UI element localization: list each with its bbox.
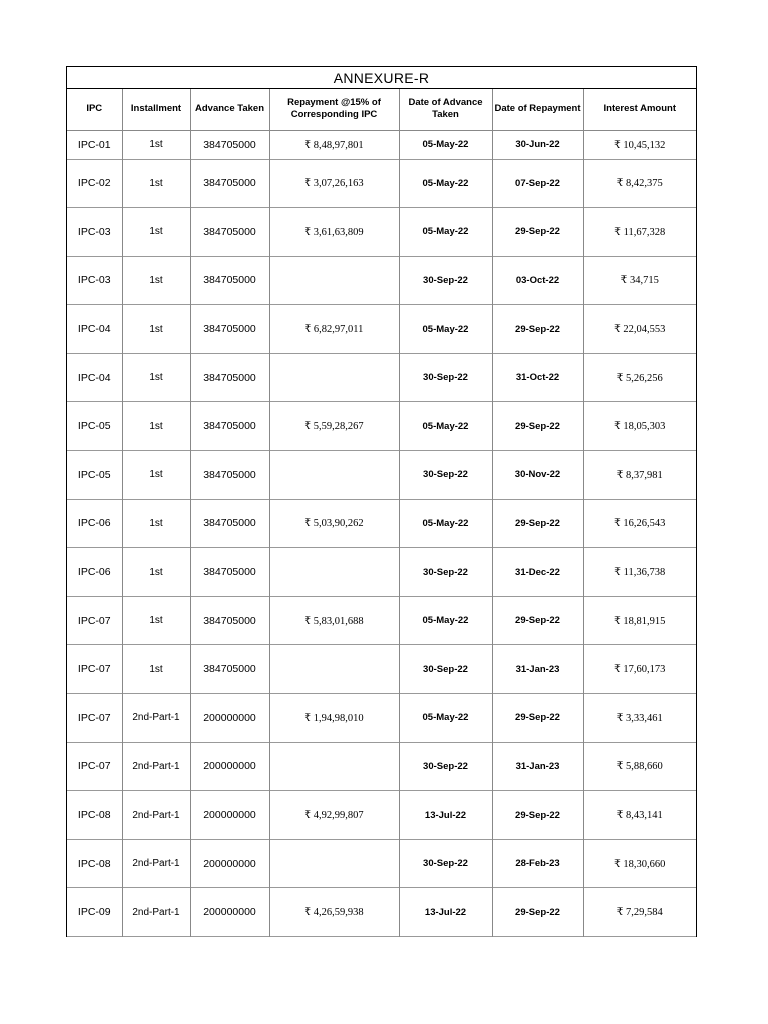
header-advance-taken: Advance Taken	[190, 89, 269, 130]
cell-interest-amount: ₹ 7,29,584	[616, 907, 663, 919]
cell-date-advance: 05-May-22	[399, 694, 492, 743]
cell-date-repayment: 29-Sep-22	[492, 305, 583, 354]
header-ipc: IPC	[67, 89, 122, 130]
cell-repayment: ₹ 8,48,97,801	[269, 130, 399, 159]
cell-installment: 1st	[122, 305, 190, 354]
cell-ipc: IPC-07	[67, 645, 122, 694]
cell-date-advance: 05-May-22	[399, 130, 492, 159]
table-row	[67, 130, 696, 159]
cell-repayment	[269, 742, 399, 791]
cell-date-advance: 05-May-22	[399, 159, 492, 208]
cell-ipc: IPC-08	[67, 791, 122, 840]
cell-advance-taken: 384705000	[190, 451, 269, 500]
table-row	[67, 791, 696, 840]
table-row	[67, 645, 696, 694]
cell-interest-amount: ₹ 34,715	[620, 275, 659, 287]
cell-advance-taken: 384705000	[190, 159, 269, 208]
cell-repayment: ₹ 5,83,01,688	[269, 596, 399, 645]
table-row	[67, 159, 696, 208]
cell-ipc: IPC-06	[67, 548, 122, 597]
cell-interest-amount: ₹ 18,30,660	[614, 858, 666, 870]
cell-ipc: IPC-04	[67, 305, 122, 354]
cell-advance-taken: 384705000	[190, 548, 269, 597]
page-title: ANNEXURE-R	[67, 67, 696, 89]
cell-date-advance: 05-May-22	[399, 208, 492, 257]
cell-advance-taken: 384705000	[190, 305, 269, 354]
cell-advance-taken: 200000000	[190, 791, 269, 840]
table-row	[67, 402, 696, 451]
cell-ipc: IPC-01	[67, 130, 122, 159]
table-row	[67, 451, 696, 500]
cell-date-repayment: 29-Sep-22	[492, 791, 583, 840]
cell-date-advance: 13-Jul-22	[399, 888, 492, 937]
table-row	[67, 305, 696, 354]
table-row	[67, 208, 696, 257]
header-repayment: Repayment @15% of Corresponding IPC	[269, 89, 399, 130]
cell-interest-amount: ₹ 8,42,375	[616, 178, 663, 190]
cell-date-repayment: 31-Oct-22	[492, 353, 583, 402]
table-row	[67, 499, 696, 548]
cell-repayment	[269, 353, 399, 402]
cell-advance-taken: 384705000	[190, 596, 269, 645]
cell-ipc: IPC-04	[67, 353, 122, 402]
cell-repayment: ₹ 5,59,28,267	[269, 402, 399, 451]
cell-advance-taken: 200000000	[190, 839, 269, 888]
cell-date-repayment: 29-Sep-22	[492, 208, 583, 257]
cell-date-repayment: 31-Jan-23	[492, 645, 583, 694]
cell-installment: 1st	[122, 208, 190, 257]
cell-repayment	[269, 645, 399, 694]
cell-ipc: IPC-09	[67, 888, 122, 937]
cell-repayment	[269, 256, 399, 305]
cell-date-repayment: 29-Sep-22	[492, 596, 583, 645]
cell-advance-taken: 384705000	[190, 130, 269, 159]
cell-date-repayment: 31-Dec-22	[492, 548, 583, 597]
cell-date-repayment: 29-Sep-22	[492, 694, 583, 743]
table-row	[67, 256, 696, 305]
cell-ipc: IPC-07	[67, 596, 122, 645]
cell-repayment: ₹ 4,92,99,807	[269, 791, 399, 840]
cell-repayment: ₹ 3,61,63,809	[269, 208, 399, 257]
cell-interest-amount: ₹ 22,04,553	[614, 324, 666, 336]
cell-date-advance: 30-Sep-22	[399, 742, 492, 791]
cell-installment: 1st	[122, 353, 190, 402]
cell-ipc: IPC-03	[67, 208, 122, 257]
cell-date-advance: 30-Sep-22	[399, 548, 492, 597]
cell-repayment: ₹ 5,03,90,262	[269, 499, 399, 548]
cell-interest-amount: ₹ 8,43,141	[616, 810, 663, 822]
cell-advance-taken: 384705000	[190, 402, 269, 451]
table-header-row	[67, 89, 696, 130]
cell-repayment	[269, 548, 399, 597]
table-row	[67, 742, 696, 791]
table-row	[67, 548, 696, 597]
header-installment: Installment	[122, 89, 190, 130]
cell-installment: 1st	[122, 499, 190, 548]
annexure-sheet	[66, 66, 697, 937]
cell-advance-taken: 384705000	[190, 499, 269, 548]
cell-ipc: IPC-02	[67, 159, 122, 208]
cell-interest-amount: ₹ 5,88,660	[616, 761, 663, 773]
table-row	[67, 694, 696, 743]
cell-installment: 2nd-Part-1	[122, 888, 190, 937]
cell-date-advance: 05-May-22	[399, 596, 492, 645]
cell-repayment: ₹ 6,82,97,011	[269, 305, 399, 354]
cell-date-advance: 05-May-22	[399, 305, 492, 354]
cell-installment: 1st	[122, 548, 190, 597]
cell-interest-amount: ₹ 18,05,303	[614, 421, 666, 433]
cell-installment: 1st	[122, 256, 190, 305]
cell-date-advance: 30-Sep-22	[399, 353, 492, 402]
cell-advance-taken: 200000000	[190, 694, 269, 743]
cell-date-repayment: 31-Jan-23	[492, 742, 583, 791]
cell-installment: 2nd-Part-1	[122, 694, 190, 743]
cell-repayment: ₹ 4,26,59,938	[269, 888, 399, 937]
cell-interest-amount: ₹ 11,36,738	[614, 567, 666, 579]
cell-interest-amount: ₹ 11,67,328	[614, 226, 666, 238]
cell-interest-amount: ₹ 5,26,256	[616, 372, 663, 384]
cell-advance-taken: 384705000	[190, 353, 269, 402]
cell-date-advance: 05-May-22	[399, 499, 492, 548]
cell-interest-amount: ₹ 8,37,981	[616, 469, 663, 481]
cell-installment: 1st	[122, 645, 190, 694]
cell-interest-amount: ₹ 16,26,543	[614, 518, 666, 530]
cell-repayment: ₹ 1,94,98,010	[269, 694, 399, 743]
cell-ipc: IPC-05	[67, 451, 122, 500]
cell-ipc: IPC-03	[67, 256, 122, 305]
cell-ipc: IPC-07	[67, 742, 122, 791]
cell-date-repayment: 30-Nov-22	[492, 451, 583, 500]
cell-date-advance: 30-Sep-22	[399, 839, 492, 888]
table-row	[67, 839, 696, 888]
cell-installment: 2nd-Part-1	[122, 791, 190, 840]
cell-interest-amount: ₹ 3,33,461	[616, 712, 663, 724]
table-row	[67, 353, 696, 402]
cell-advance-taken: 200000000	[190, 742, 269, 791]
cell-date-repayment: 29-Sep-22	[492, 888, 583, 937]
header-date-advance: Date of Advance Taken	[399, 89, 492, 130]
cell-installment: 1st	[122, 130, 190, 159]
cell-ipc: IPC-07	[67, 694, 122, 743]
header-date-repayment: Date of Repayment	[492, 89, 583, 130]
cell-date-advance: 13-Jul-22	[399, 791, 492, 840]
table-row	[67, 888, 696, 937]
cell-installment: 2nd-Part-1	[122, 839, 190, 888]
cell-date-repayment: 30-Jun-22	[492, 130, 583, 159]
cell-date-advance: 30-Sep-22	[399, 256, 492, 305]
cell-installment: 1st	[122, 159, 190, 208]
cell-ipc: IPC-05	[67, 402, 122, 451]
cell-date-repayment: 28-Feb-23	[492, 839, 583, 888]
cell-date-advance: 30-Sep-22	[399, 645, 492, 694]
cell-installment: 1st	[122, 451, 190, 500]
cell-ipc: IPC-08	[67, 839, 122, 888]
header-interest-amount: Interest Amount	[583, 89, 696, 130]
table-row	[67, 596, 696, 645]
cell-interest-amount: ₹ 18,81,915	[614, 615, 666, 627]
cell-advance-taken: 384705000	[190, 208, 269, 257]
cell-repayment	[269, 839, 399, 888]
cell-date-repayment: 29-Sep-22	[492, 402, 583, 451]
cell-date-advance: 30-Sep-22	[399, 451, 492, 500]
annexure-table	[67, 89, 696, 937]
cell-date-repayment: 07-Sep-22	[492, 159, 583, 208]
cell-interest-amount: ₹ 10,45,132	[614, 139, 666, 151]
cell-advance-taken: 384705000	[190, 645, 269, 694]
cell-advance-taken: 200000000	[190, 888, 269, 937]
cell-date-repayment: 29-Sep-22	[492, 499, 583, 548]
cell-interest-amount: ₹ 17,60,173	[614, 664, 666, 676]
cell-date-repayment: 03-Oct-22	[492, 256, 583, 305]
cell-installment: 1st	[122, 402, 190, 451]
cell-repayment: ₹ 3,07,26,163	[269, 159, 399, 208]
cell-installment: 1st	[122, 596, 190, 645]
table-body	[67, 130, 696, 937]
cell-ipc: IPC-06	[67, 499, 122, 548]
cell-date-advance: 05-May-22	[399, 402, 492, 451]
cell-repayment	[269, 451, 399, 500]
cell-installment: 2nd-Part-1	[122, 742, 190, 791]
cell-advance-taken: 384705000	[190, 256, 269, 305]
